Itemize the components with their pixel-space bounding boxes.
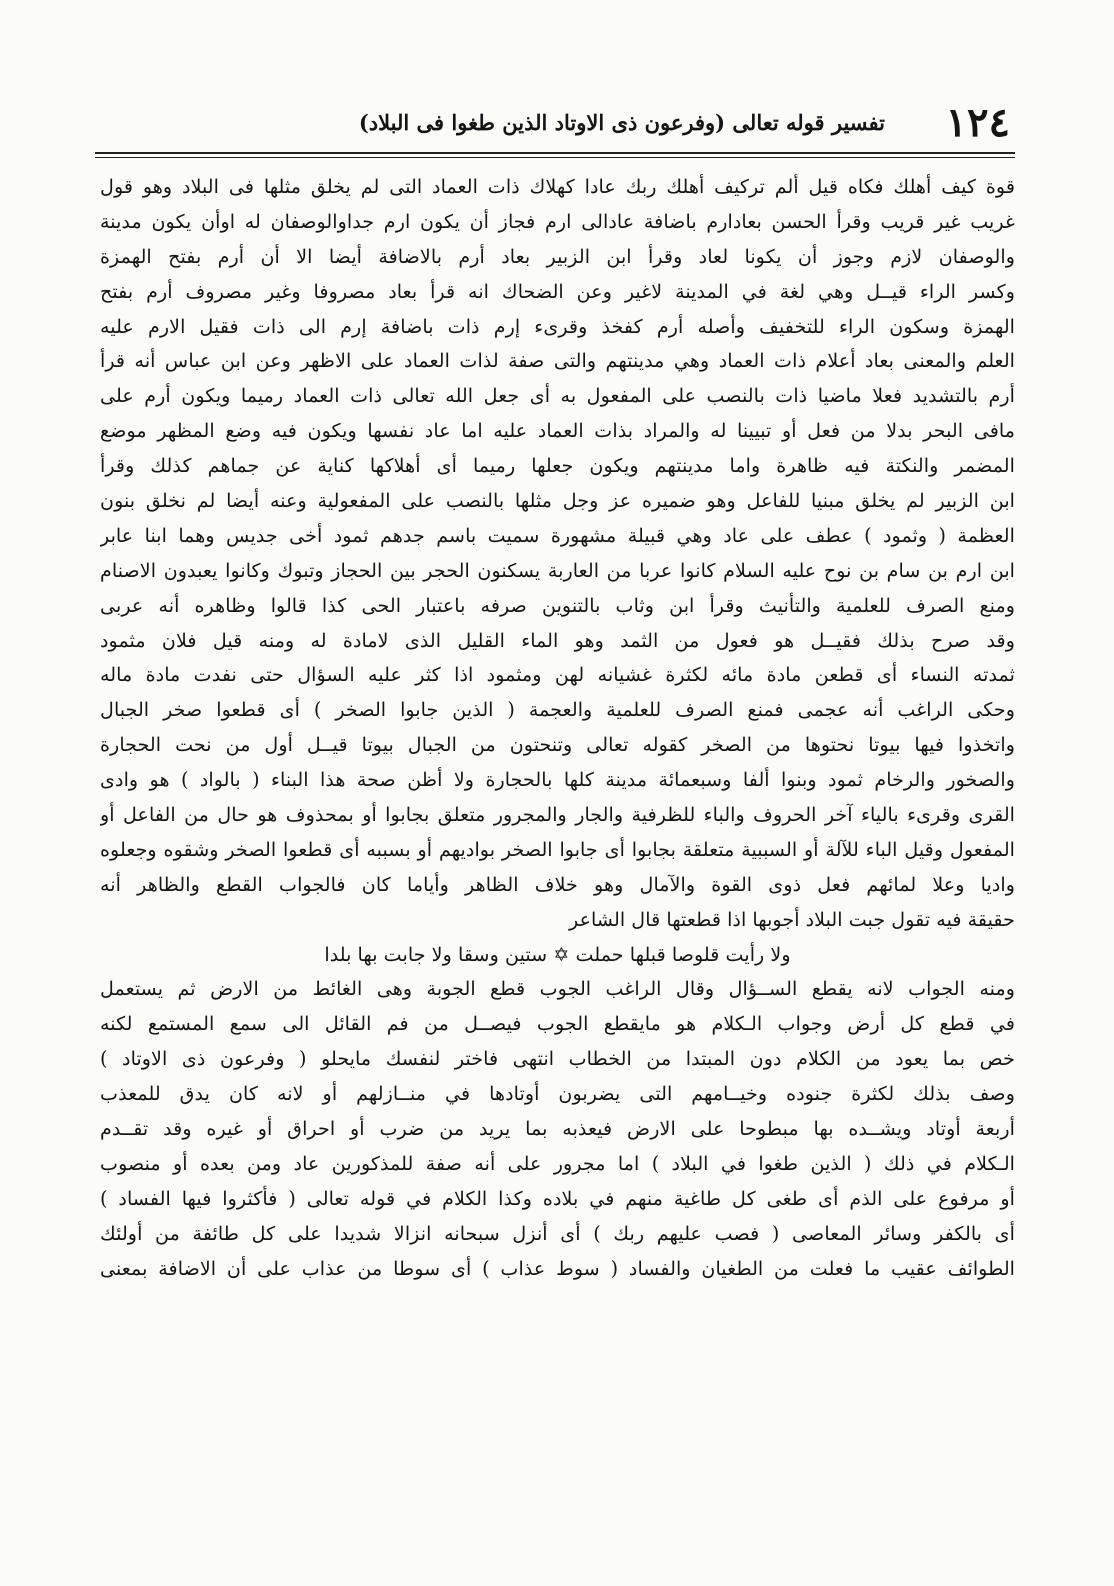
text-line: والوصفان لازم وجوز أن يكونا لعاد وقرأ ابن الزبير بعاد أرم بالاضافة أيضا الا أن أرم بفتح الهمزة	[100, 244, 1015, 268]
text-line: ومنه الجواب لانه يقطع الســؤال وقال الراغب الجوب قطع الجوبة وهى الغائط من الارض ثم يستعمل	[100, 977, 1015, 1001]
text-line: غريب غير قريب وقرأ الحسن بعادارم باضافة عادالى ارم فجاز أن يكون ارم جداوالوصفان له اوأن يكون مدينة	[100, 209, 1015, 233]
text-line: الطوائف عقيب ما فعلت من الطغيان والفساد ( سوط عذاب ) أى سوطا من عذاب على أن الاضافة بمعنى	[100, 1256, 1015, 1280]
text-line: أى بالكفر وسائر المعاصى ( فصب عليهم ربك ) أى أنزل سبحانه انزالا شديدا على كل طائفة من أولئك	[100, 1221, 1015, 1245]
text-line: وكسر الراء قيــل وهي لغة في المدينة لاغير وعن الضحاك انه قرأ بعاد مصروفا وغير مصروف أرم بفتح	[100, 279, 1015, 303]
text-line: في قطع كل أرض وجواب الـكلام هو مايقطع الجوب فيصــل من فم القائل الى سمع المستمع لكنه	[100, 1012, 1015, 1036]
text-line: المضمر والنكتة فيه ظاهرة واما مدينتهم ويكون جعلها رميما أى أهلاكها كناية عن جماهم كذلك وقرأ	[100, 454, 1015, 478]
text-line: القرى وقرىء بالياء آخر الحروف والباء للظرفية والجار والمجرور متعلق بجابوا أو بمحذوف هو حال من الفاعل أو	[100, 803, 1015, 827]
poetry-verse: ولا رأيت قلوصا قبلها حملت ✡ ستين وسقا ولا جابت بها بلدا	[324, 942, 791, 966]
text-line: وصف بذلك لكثرة جنوده وخيــامهم التى يضربون أوتادها في منــازلهم أو لانه كان يدق للمعذب	[100, 1082, 1015, 1106]
text-line: ومنع الصرف للعلمية والتأنيث وقرأ ابن وثاب بالتنوين صرفه باعتبار الحى كذا قالوا وظاهره أنه عربى	[100, 593, 1015, 617]
text-line: واتخذوا فيها بيوتا نحتوها من الصخر كقوله تعالى وتنحتون من الجبال بيوتا قيــل أول من نحت الحجارة	[100, 733, 1015, 757]
text-line: وحكى الراغب أنه عجمى فمنع الصرف للعلمية والعجمة ( الذين جابوا الصخر ) أى قطعوا صخر الجبال	[100, 698, 1015, 722]
text-line: الـكلام في ذلك ( الذين طغوا في البلاد ) اما مجرور على أنه صفة للمذكورين عاد ومن بعده أو منصوب	[100, 1151, 1015, 1175]
body-text	[100, 170, 1015, 1490]
page-number: ١٢٤	[945, 99, 1010, 146]
text-line: قوة كيف أهلك فكاه قيل ألم تركيف أهلك ربك عادا كهلاك ذات العماد التى لم يخلق مثلها فى البلاد وهو قول	[100, 175, 1015, 198]
text-line: أربعة أوتاد ويشــده بها مبطوحا على الارض فيعذبه بما يريد من ضرب أو احراق أو غيره وقد تقــدم	[100, 1117, 1015, 1141]
text-line: مافى البحر بدلا من فعل أو تبيينا له والمراد بذات العماد عليه اما عاد نفسها ويكون فيه وضع المظهر موضع	[100, 419, 1015, 443]
text-line: العظمة ( وثمود ) عطف على عاد وهي قبيلة مشهورة سميت باسم جدهم ثمود أخى جديس وهما ابنا عابر	[100, 523, 1015, 547]
text-line: أو مرفوع على الذم أى طغى كل طاغية منهم في بلاده وكذا الكلام في قوله تعالى ( فأكثروا فيها الفساد )	[100, 1186, 1015, 1210]
text-line: العلم والمعنى بعاد أعلام ذات العماد وهي مدينتهم والتى صفة لذات العماد على الاظهر وعن ابن عباس أنه قرأ	[100, 349, 1015, 373]
text-line: ابن الزبير لم يخلق مبنيا للفاعل وهو ضميره عز وجل مثلها بالنصب على المفعولية وعنه أيضا لم نخلق بنون	[100, 489, 1015, 513]
text-line: المفعول وقيل الباء للآلة أو السببية متعلقة بجابوا أى جابوا الصخر بواديهم أو بسببه أى قطعوا الصخر وشقوه وجعلوه	[100, 837, 1015, 861]
text-line: ابن ارم بن سام بن نوح عليه السلام كانوا عربا من العاربة يسكنون الحجر بين الحجاز وتبوك وكانوا يعبدون الاصنام	[100, 558, 1015, 582]
text-line: واديا وعلا لمائهم فعل ذوى القوة والآمال وهو خلاف الظاهر وأياما كان فالجواب القطع والظاهر أنه	[100, 872, 1015, 896]
text-line: ثمدته النساء أى قطعن مادة مائه لكثرة غشيانه لهن ومثمود اذا كثر عليه السؤال حتى نفدت مادة ماله	[100, 663, 1015, 687]
header-rule	[95, 152, 1015, 154]
text-line: حقيقة فيه تقول جبت البلاد أجوبها اذا قطعتها قال الشاعر	[569, 907, 1015, 931]
running-header: تفسير قوله تعالى (وفرعون ذى الاوتاد الذين طغوا فى البلاد)	[358, 110, 885, 135]
text-line: خص بما يعود من الكلام دون المبتدا من الخطاب انتهى فاختر لنفسك مايحلو ( وفرعون ذى الاوتاد )	[100, 1047, 1015, 1071]
text-line: والصخور والرخام ثمود وبنوا ألفا وسبعمائة مدينة كلها بالحجارة ولا أظن صحة هذا البناء ( بالواد ) هو وادى	[100, 768, 1015, 792]
header-rule-thin	[95, 157, 1015, 158]
text-line: الهمزة وسكون الراء للتخفيف وأصله أرم كفخذ وقرىء إرم ذات باضافة إرم الى ذات فقيل الارم عليه	[100, 314, 1015, 338]
text-line: وقد صرح بذلك فقيــل هو فعول من الثمد وهو الماء القليل الذى لامادة له ومنه قيل فلان مثمود	[100, 628, 1015, 652]
text-line: أرم بالتشديد فعلا ماضيا ذات بالنصب على المفعول به أى جعل الله تعالى ذات العماد رميما ويكون أرم على	[100, 384, 1015, 408]
